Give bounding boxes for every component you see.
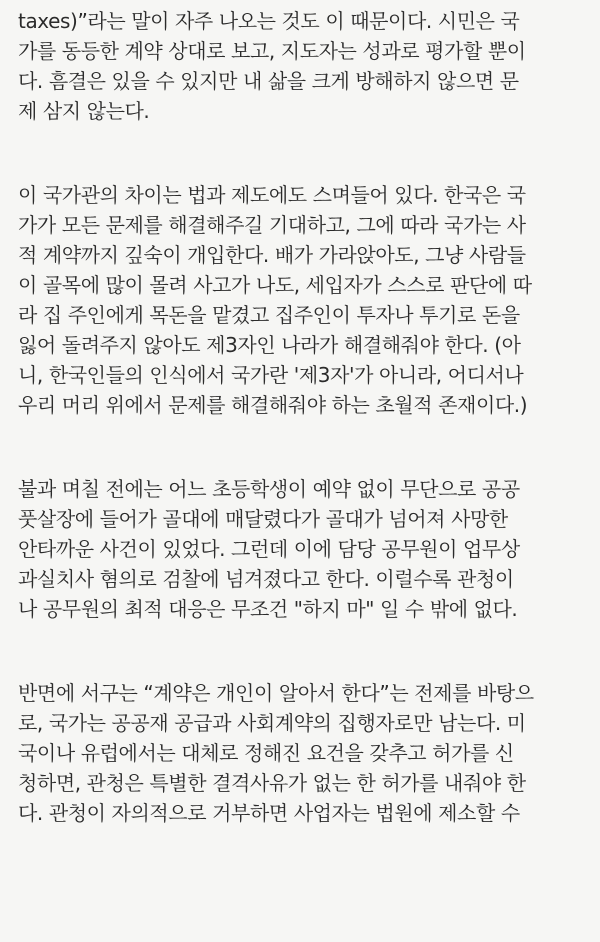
- article-body: [18, 0, 590, 828]
- paragraph-3: [18, 474, 590, 624]
- text-line: 과실치사 혐의로 검찰에 넘겨졌다고 한다. 이럴수록 관청이: [18, 567, 514, 591]
- paragraph-4: [18, 678, 590, 828]
- text-line: 잃어 돌려주지 않아도 제3자인 나라가 해결해줘야 한다. (아: [18, 333, 521, 357]
- text-line: 국이나 유럽에서는 대체로 정해진 요건을 갖추고 허가를 신: [18, 741, 514, 765]
- text-line: 다. 흠결은 있을 수 있지만 내 삶을 크게 방해하지 않으면 문: [18, 69, 519, 93]
- paragraph-spacer: [18, 126, 590, 180]
- text-line: 안타까운 사건이 있었다. 그런데 이에 담당 공무원이 업무상: [18, 537, 520, 561]
- text-line: 니, 한국인들의 인식에서 국가란 '제3자'가 아니라, 어디서나: [18, 363, 524, 387]
- text-line: 가를 동등한 계약 상대로 보고, 지도자는 성과로 평가할 뿐이: [18, 39, 526, 63]
- text-line: 가가 모든 문제를 해결해주길 기대하고, 그에 따라 국가는 사: [18, 213, 526, 237]
- text-line: 제 삼지 않는다.: [18, 99, 150, 123]
- text-line: 반면에 서구는 “계약은 개인이 알아서 한다”는 전제를 바탕으: [18, 681, 534, 705]
- text-line: 청하면, 관청은 특별한 결격사유가 없는 한 허가를 내줘야 한: [18, 771, 526, 795]
- text-line: 적 계약까지 깊숙이 개입한다. 배가 가라앉아도, 그냥 사람들: [18, 243, 526, 267]
- paragraph-spacer: [18, 624, 590, 678]
- paragraph-spacer: [18, 420, 590, 474]
- text-line: 나 공무원의 최적 대응은 무조건 "하지 마" 일 수 밖에 없다.: [18, 597, 518, 621]
- text-line: 우리 머리 위에서 문제를 해결해줘야 하는 초월적 존재이다.): [18, 393, 528, 417]
- text-line: 라 집 주인에게 목돈을 맡겼고 집주인이 투자나 투기로 돈을: [18, 303, 520, 327]
- text-line: 불과 며칠 전에는 어느 초등학생이 예약 없이 무단으로 공공: [18, 477, 520, 501]
- text-line: 로, 국가는 공공재 공급과 사회계약의 집행자로만 남는다. 미: [18, 711, 526, 735]
- text-line: 이 골목에 많이 몰려 사고가 나도, 세입자가 스스로 판단에 따: [18, 273, 532, 297]
- text-line: 이 국가관의 차이는 법과 제도에도 스며들어 있다. 한국은 국: [18, 183, 526, 207]
- text-line: 다. 관청이 자의적으로 거부하면 사업자는 법원에 제소할 수: [18, 801, 520, 825]
- text-line: taxes)”라는 말이 자주 나오는 것도 이 때문이다. 시민은 국: [18, 9, 520, 33]
- paragraph-1: [18, 6, 590, 126]
- text-line: 풋살장에 들어가 골대에 매달렸다가 골대가 넘어져 사망한: [18, 507, 508, 531]
- paragraph-2: [18, 180, 590, 420]
